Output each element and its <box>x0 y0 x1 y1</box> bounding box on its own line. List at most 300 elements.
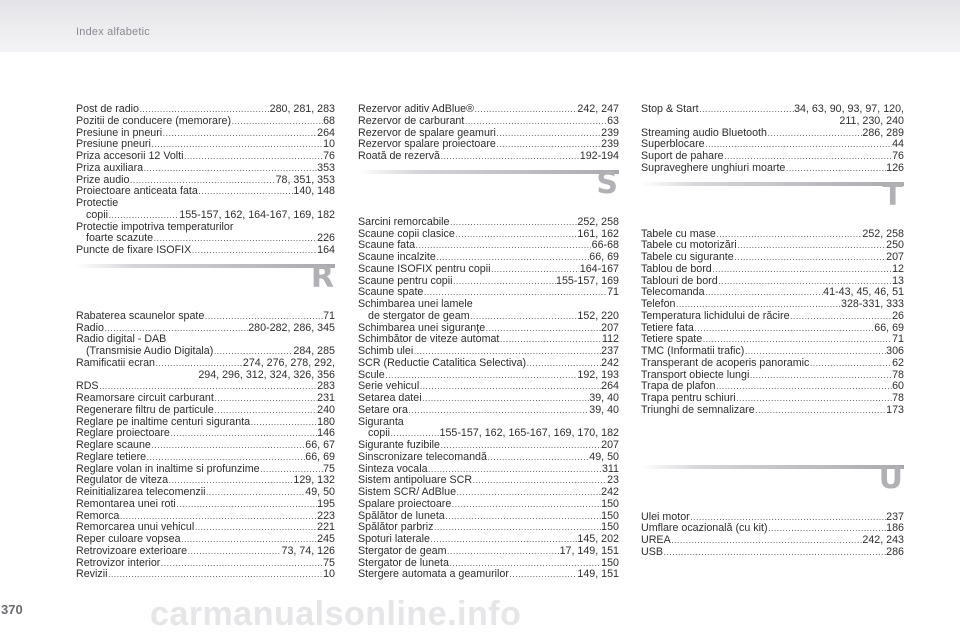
entry-term: Spălător parbriz <box>358 521 434 534</box>
entry-term: Schimbător de viteze automat <box>358 333 500 346</box>
dot-leader <box>694 323 873 335</box>
index-entry: Protectie <box>76 197 119 209</box>
index-entry <box>641 405 904 417</box>
dot-leader <box>192 245 317 257</box>
section-divider <box>76 264 335 268</box>
dot-leader <box>420 381 601 393</box>
entry-term: Remorca <box>76 509 120 522</box>
section-letter-r: R <box>310 259 334 295</box>
entry-term: Regulator de viteza <box>76 474 169 487</box>
index-entry <box>358 405 619 417</box>
dot-leader <box>170 428 316 440</box>
entry-term: Temperatura lichidului de răcire <box>641 309 790 322</box>
entry-term: Telefon <box>641 298 676 310</box>
index-entry <box>358 546 619 558</box>
entry-pages: 49, 50 <box>305 486 335 498</box>
entry-pages: 221 <box>317 521 335 534</box>
entry-term: Sistem antipoluare SCR <box>358 474 473 487</box>
entry-pages: 23 <box>607 474 619 487</box>
index-entry <box>641 311 904 323</box>
entry-pages: 150 <box>601 556 619 569</box>
dot-leader <box>724 151 892 163</box>
entry-pages: 237 <box>886 510 904 523</box>
entry-term: Pozitii de conducere (memorare) <box>76 114 232 127</box>
entry-pages: 49, 50 <box>589 450 619 463</box>
entry-pages: 129, 132 <box>293 474 335 487</box>
entry-pages: 78, 351, 353 <box>275 173 335 186</box>
index-entry <box>76 393 335 405</box>
entry-term: Rezervor de carburant <box>358 114 465 127</box>
section-header-t <box>641 175 904 229</box>
entry-pages: 17, 149, 151 <box>559 544 619 557</box>
entry-pages: 195 <box>317 497 335 510</box>
entry-term: Regenerare filtru de particule <box>76 403 214 416</box>
entry-term: Trapa de plafon <box>641 380 716 393</box>
index-entry <box>358 487 619 499</box>
index-entry <box>641 151 904 163</box>
entry-term: Stergator de luneta <box>358 556 449 569</box>
entry-term: Proiectoare anticeata fata <box>76 185 198 198</box>
entry-pages: 164 <box>317 244 335 256</box>
entry-term: Priza accesorii 12 Volti <box>76 150 184 162</box>
entry-pages: 155-157, 169 <box>556 274 619 287</box>
entry-pages: 239 <box>601 138 619 151</box>
entry-term: Triunghi de semnalizare <box>641 403 755 416</box>
entry-term: Prize audio <box>76 173 130 186</box>
entry-pages: 173 <box>886 403 904 416</box>
entry-pages: 155-157, 162, 164-167, 169, 182 <box>179 208 335 221</box>
entry-pages: 328-331, 333 <box>841 298 904 310</box>
dot-leader <box>214 405 316 417</box>
dot-leader <box>705 139 892 151</box>
dot-leader <box>527 358 601 370</box>
entry-term: Transperant de acoperis panoramic <box>641 356 810 369</box>
entry-term: Reglare tetiere <box>76 450 147 463</box>
dot-leader <box>436 252 588 264</box>
entry-term: Scaune pentru copii <box>358 274 453 287</box>
entry-pages: 311 <box>601 462 619 475</box>
entry-pages: 39, 40 <box>589 403 619 416</box>
watermark: carmanualsonline.info <box>150 595 522 633</box>
entry-pages: 145, 202 <box>577 533 619 545</box>
entry-pages: 164-167 <box>579 262 619 275</box>
entry-pages: 283 <box>317 380 335 393</box>
entry-pages: 26 <box>892 309 904 322</box>
dot-leader <box>188 546 281 558</box>
entry-term: Umflare ocazională (cu kit) <box>641 522 768 535</box>
index-entry <box>76 104 335 116</box>
entry-pages: 264 <box>317 126 335 139</box>
dot-leader <box>156 358 243 370</box>
entry-term: Roată de rezervă <box>358 150 440 162</box>
index-entry <box>76 499 335 511</box>
entry-pages: 66, 67 <box>305 439 335 451</box>
entry-term: Reglare scaune <box>76 439 151 451</box>
entry-pages: 68 <box>323 114 335 127</box>
dot-leader <box>232 116 323 128</box>
dot-leader <box>108 569 323 581</box>
entry-pages: 12 <box>892 262 904 275</box>
entry-term: Tabele cu mase <box>641 227 716 240</box>
entry-pages: 207 <box>601 321 619 334</box>
entry-term: Tablou de bord <box>641 262 712 275</box>
dot-leader <box>487 452 588 464</box>
entry-term: Tablouri de bord <box>641 274 718 287</box>
entry-term: Retrovizor interior <box>76 556 161 569</box>
entry-pages: 286 <box>886 545 904 558</box>
dot-leader <box>108 210 178 222</box>
dot-leader <box>663 547 885 559</box>
index-entry <box>76 546 335 558</box>
entry-pages: 76 <box>892 150 904 162</box>
entry-term: Stergere automata a geamurilor <box>358 568 509 581</box>
entry-pages: 286, 289 <box>862 126 904 139</box>
index-entry <box>358 452 619 464</box>
section-letter-t: T <box>882 177 903 213</box>
index-column-1 <box>76 104 335 581</box>
entry-pages: 75 <box>323 462 335 475</box>
entry-pages: 207 <box>886 251 904 263</box>
entry-term: Schimbarea unei siguranţe <box>358 321 486 334</box>
entry-pages: 280, 281, 283 <box>269 103 335 115</box>
entry-pages: 353 <box>317 161 335 174</box>
index-entry <box>358 534 619 546</box>
entry-term: Revizii <box>76 568 108 581</box>
entry-term: Remorcarea unui vehicul <box>76 521 195 534</box>
entry-pages: 66, 69 <box>305 450 335 463</box>
entry-pages: 242, 243 <box>862 534 904 546</box>
entry-term: Telecomanda <box>641 286 705 299</box>
entry-term: Reamorsare circuit carburant <box>76 392 214 404</box>
entry-pages: 140, 148 <box>293 185 335 198</box>
index-entry <box>76 487 335 499</box>
entry-pages: 66, 69 <box>874 321 904 334</box>
dot-leader <box>453 276 556 288</box>
dot-leader <box>151 440 304 452</box>
dot-leader <box>455 229 577 241</box>
entry-pages: 71 <box>323 309 335 322</box>
dot-leader <box>206 487 305 499</box>
dot-leader <box>198 186 293 198</box>
entry-term: Presiune in pneuri <box>76 126 163 139</box>
entry-pages: 10 <box>323 568 335 581</box>
dot-leader <box>486 323 601 335</box>
entry-pages: 180 <box>317 415 335 428</box>
index-entry <box>358 104 619 116</box>
entry-pages: 155-157, 162, 165-167, 169, 170, 182 <box>439 427 619 440</box>
entry-pages: 126 <box>886 161 904 174</box>
index-entry <box>76 405 335 417</box>
entry-pages: 10 <box>323 138 335 151</box>
index-entry <box>641 299 904 311</box>
index-entry: Radio digital - DAB <box>76 333 167 346</box>
dot-leader <box>184 151 323 163</box>
index-entry: Protectie impotriva temperaturilor <box>76 220 234 233</box>
index-entry <box>76 440 335 452</box>
entry-term: foarte scazute <box>86 232 154 245</box>
entries-p <box>76 104 335 257</box>
index-entry <box>641 163 904 175</box>
dot-leader <box>716 229 862 241</box>
dot-leader <box>676 299 841 311</box>
entry-term: Spalare proiectoare <box>358 497 452 510</box>
dot-leader <box>716 381 892 393</box>
entry-pages: 226 <box>317 232 335 245</box>
entry-term: Rezervor de spalare geamuri <box>358 126 496 139</box>
dot-leader <box>205 311 323 323</box>
dot-leader <box>147 452 305 464</box>
entry-term: Streaming audio Bluetooth <box>641 126 767 139</box>
dot-leader <box>139 104 269 116</box>
entry-term: Sarcini remorcabile <box>358 215 450 228</box>
entry-pages: 78 <box>892 368 904 381</box>
dot-leader <box>790 311 892 323</box>
entry-term: Sistem SCR/ AdBlue <box>358 486 457 498</box>
page-header <box>0 0 960 52</box>
entry-term: RDS <box>76 380 99 393</box>
entry-pages: 150 <box>601 497 619 510</box>
dot-leader <box>767 128 861 140</box>
index-entry <box>641 346 904 358</box>
dot-leader <box>452 499 601 511</box>
entry-pages: 39, 40 <box>589 392 619 404</box>
entry-term: Transport obiecte lungi <box>641 368 750 381</box>
entry-term: Presiune pneuri <box>76 138 151 151</box>
entry-term: Schimb ulei <box>358 345 414 357</box>
dot-leader <box>734 252 885 264</box>
dot-leader <box>500 334 602 346</box>
entry-term: Radio <box>76 321 104 334</box>
entry-pages: 71 <box>607 286 619 299</box>
entry-pages: 231 <box>317 392 335 404</box>
entry-pages: 306 <box>886 345 904 357</box>
dot-leader <box>447 546 559 558</box>
entry-term: Ulei motor <box>641 510 690 523</box>
index-entry <box>76 452 335 464</box>
index-entry: Siguranta <box>358 415 404 428</box>
entry-term: Stop & Start <box>641 103 699 115</box>
section-letter-s: S <box>596 165 618 201</box>
entry-term: SCR (Reductie Catalitica Selectiva) <box>358 356 527 369</box>
entry-term: Reglare volan in inaltime si profunzime <box>76 462 260 475</box>
dot-leader <box>736 393 891 405</box>
index-entry <box>641 547 904 559</box>
index-entry <box>358 151 619 163</box>
entries-u <box>641 512 904 559</box>
index-entry <box>358 393 619 405</box>
index-entry <box>358 346 619 358</box>
entry-pages: 245 <box>317 533 335 545</box>
entry-pages: 75 <box>323 556 335 569</box>
entry-term: Trapa pentru schiuri <box>641 392 736 404</box>
dot-leader <box>705 287 823 299</box>
entry-term: Scule <box>358 368 385 381</box>
index-entry <box>76 558 335 570</box>
entries-s-cont <box>641 104 904 175</box>
entry-pages: 242, 247 <box>577 103 619 115</box>
dot-leader <box>737 240 886 252</box>
entry-pages: 149, 151 <box>577 568 619 581</box>
entries-s <box>358 217 619 581</box>
index-entry <box>641 393 904 405</box>
entry-pages: 192-194 <box>579 150 619 162</box>
index-entry: 294, 296, 312, 324, 326, 356 <box>198 368 335 381</box>
entry-term: Scaune spate <box>358 286 424 299</box>
dot-leader <box>416 240 592 252</box>
dot-leader <box>786 163 886 175</box>
entry-term: Reinitializarea telecomenzii <box>76 486 206 498</box>
index-entry <box>641 104 904 116</box>
dot-leader <box>450 217 577 229</box>
entry-pages: 78 <box>892 392 904 404</box>
page-number: 370 <box>1 602 23 617</box>
index-entry <box>76 116 335 128</box>
entry-pages: 242 <box>601 486 619 498</box>
dot-leader <box>473 475 607 487</box>
entry-term: Sinteza vocala <box>358 462 428 475</box>
index-entry <box>358 252 619 264</box>
entry-term: Retrovizoare exterioare <box>76 544 188 557</box>
entry-pages: 150 <box>601 521 619 534</box>
dot-leader <box>465 116 607 128</box>
index-entry <box>76 569 335 581</box>
entry-pages: 150 <box>601 509 619 522</box>
entry-term: Reglare proiectoare <box>76 427 170 440</box>
entry-pages: 252, 258 <box>577 215 619 228</box>
dot-leader <box>251 417 317 429</box>
section-divider <box>641 182 904 186</box>
entry-pages: 60 <box>892 380 904 393</box>
section-divider <box>358 170 619 174</box>
dot-leader <box>161 558 323 570</box>
dot-leader <box>491 264 579 276</box>
index-entry <box>76 346 335 358</box>
dot-leader <box>810 358 892 370</box>
index-entry <box>76 311 335 323</box>
index-entry: 211, 230, 240 <box>839 114 904 127</box>
entry-term: Ramificatii ecran <box>76 356 155 369</box>
index-entry <box>358 440 619 452</box>
index-entry <box>76 210 335 222</box>
dot-leader <box>434 522 601 534</box>
dot-leader <box>408 405 588 417</box>
index-entry <box>358 499 619 511</box>
entry-pages: 112 <box>601 333 619 346</box>
entry-term: Post de radio <box>76 103 139 115</box>
entry-term: Superblocare <box>641 138 705 151</box>
index-column-2 <box>358 104 619 581</box>
dot-leader <box>441 440 601 452</box>
entry-pages: 76 <box>323 150 335 162</box>
entry-pages: 63 <box>607 114 619 127</box>
entry-pages: 192, 193 <box>577 368 619 381</box>
entry-term: Reglare pe inaltime centuri siguranta <box>76 415 251 428</box>
entry-pages: 207 <box>601 439 619 451</box>
dot-leader <box>750 370 892 382</box>
entry-pages: 264 <box>601 380 619 393</box>
index-entry <box>358 311 619 323</box>
dot-leader <box>214 393 316 405</box>
entry-term: Tetiere fata <box>641 321 694 334</box>
dot-leader <box>509 569 576 581</box>
entry-pages: 146 <box>317 427 335 440</box>
entry-pages: 252, 258 <box>862 227 904 240</box>
entry-term: Scaune incalzite <box>358 251 436 263</box>
section-header-u <box>641 458 904 512</box>
dot-leader <box>422 393 589 405</box>
dot-leader <box>214 346 293 358</box>
entry-term: Priza auxiliara <box>76 161 144 174</box>
entry-pages: 186 <box>886 522 904 535</box>
entries-r <box>76 311 335 581</box>
entry-pages: 34, 63, 90, 93, 97, 120, <box>794 103 904 115</box>
dot-leader <box>755 405 885 417</box>
section-header-r <box>76 257 335 311</box>
entry-term: Scaune fata <box>358 239 416 252</box>
entry-term: Scaune ISOFIX pentru copii <box>358 262 491 275</box>
entry-term: Stergator de geam <box>358 544 447 557</box>
dot-leader <box>440 151 579 163</box>
entry-pages: 13 <box>892 274 904 287</box>
entry-term: Scaune copii clasice <box>358 227 455 240</box>
entry-term: copii <box>368 427 390 440</box>
entry-pages: 280-282, 286, 345 <box>248 321 335 334</box>
entry-term: UREA <box>641 534 671 546</box>
section-divider <box>641 465 904 469</box>
dot-leader <box>195 522 317 534</box>
index-entry <box>641 535 904 547</box>
index-entry: Schimbarea unei lamele <box>358 298 473 310</box>
entry-pages: 161, 162 <box>577 227 619 240</box>
index-entry <box>358 358 619 370</box>
entry-pages: 44 <box>892 138 904 151</box>
entry-pages: 62 <box>892 356 904 369</box>
index-column-3 <box>641 104 904 559</box>
index-entry <box>358 116 619 128</box>
entry-term: Tabele cu motorizări <box>641 239 737 252</box>
entry-term: copii <box>86 208 108 221</box>
entry-term: Remontarea unei roti <box>76 497 176 510</box>
entries-r-cont <box>358 104 619 163</box>
dot-leader <box>475 104 577 116</box>
entry-term: Tetiere spate <box>641 333 703 346</box>
entry-term: Spoturi laterale <box>358 533 430 545</box>
entry-pages: 73, 74, 126 <box>281 544 335 557</box>
entry-term: Reper culoare vopsea <box>76 533 181 545</box>
entry-pages: 66, 69 <box>589 251 619 263</box>
entry-pages: 240 <box>317 403 335 416</box>
dot-leader <box>144 163 317 175</box>
entry-term: Serie vehicul <box>358 380 420 393</box>
entry-pages: 237 <box>601 345 619 357</box>
dot-leader <box>699 104 793 116</box>
dot-leader <box>457 487 601 499</box>
entry-term: Puncte de fixare ISOFIX <box>76 244 192 256</box>
entry-pages: 284, 285 <box>293 345 335 357</box>
header-title: Index alfabetic <box>76 26 150 38</box>
index-entry <box>76 245 335 257</box>
entry-term: Sinscronizare telecomandă <box>358 450 487 463</box>
entry-term: Supraveghere unghiuri moarte <box>641 161 786 174</box>
entry-term: USB <box>641 545 663 558</box>
dot-leader <box>163 128 317 140</box>
entry-term: Setare ora <box>358 403 408 416</box>
section-letter-u: U <box>878 460 903 496</box>
index-entry <box>358 217 619 229</box>
index-entry <box>76 534 335 546</box>
entry-pages: 41-43, 45, 46, 51 <box>823 286 904 299</box>
entry-pages: 223 <box>317 509 335 522</box>
